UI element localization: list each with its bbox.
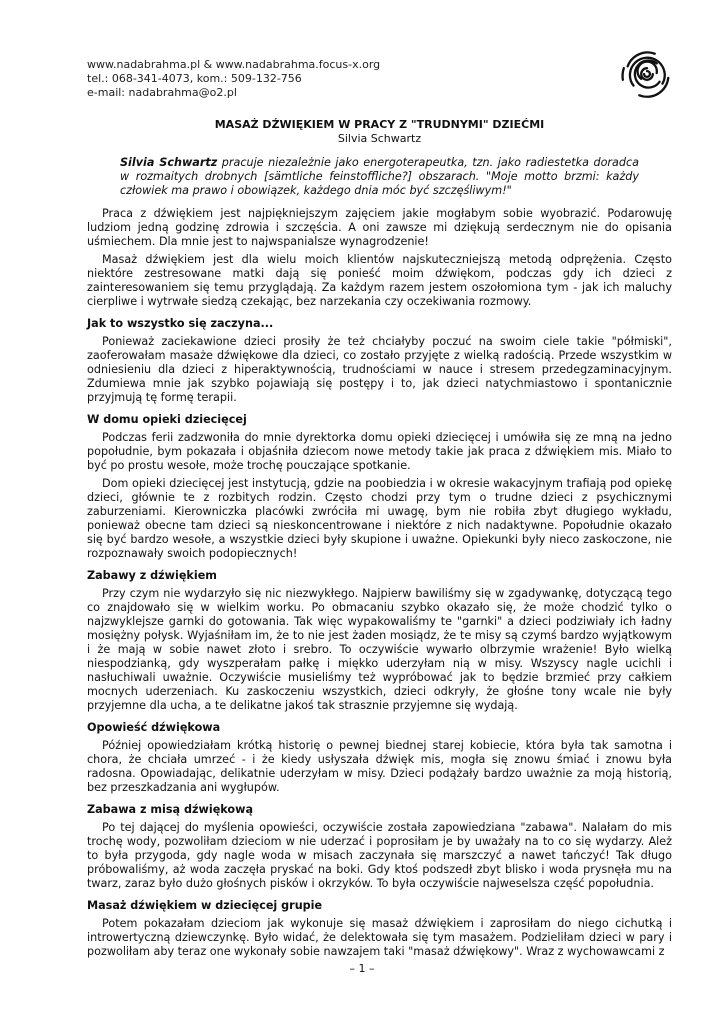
website-line: www.nadabrahma.pl & www.nadabrahma.focus-x.org	[87, 58, 381, 71]
page-number: – 1 –	[349, 962, 375, 975]
paragraph: Potem pokazałam dzieciom jak wykonuje się masaż dźwiękiem i zaprosiłam do niego cichutką i introwertyczną dziewczynkę. Było widać, że delektowała się tym masażem. Podzieliłam dzieci w pary i pozwoliłam aby teraz one wykonały sobie nawzajem taki "masaż dźwiękowy". Wraz z wychowawcami z	[87, 917, 672, 958]
section-heading: Jak to wszystko się zaczyna...	[87, 317, 274, 330]
spiral-logo-icon	[618, 45, 676, 103]
section-heading: Zabawa z misą dźwiękową	[87, 803, 253, 816]
email-line: e-mail: nadabrahma@o2.pl	[87, 86, 237, 99]
paragraph: Przy czym nie wydarzyło się nic niezwykłego. Najpierw bawiliśmy się w zgadywankę, dotyczącą tego co znajdowało się w wielkim worku. Po obmacaniu szybko okazało się, że może chodzić tylko o najzwyklejsze garnki do gotowania. Tak więc wypakowaliśmy te "garnki" a dzieci podziwiały ich ładny mosiężny połysk. Wyjaśniłam im, że to nie jest żaden mosiądz, że te misy są czymś bardzo wyjątkowym i że mają w sobie nawet złoto i srebro. To oczywiście wywarło olbrzymie wrażenie! Było wielką niespodzianką, gdy wyszperałam pałkę i miękko uderzyłam nią w misy. Wszyscy nagle ucichli i nasłuchiwali uważnie. Oczywiście musieliśmy też wypróbować jak to będzie brzmieć przy całkiem mocnych uderzeniach. Ku zaskoczeniu wszystkich, dzieci odkryły, że głośne tony wcale nie były przyjemne dla ucha, a te delikatne jakoś tak strasznie przyjemne się wydają.	[87, 587, 672, 712]
paragraph: Podczas ferii zadzwoniła do mnie dyrektorka domu opieki dziecięcej i umówiła się ze mną na jedno popołudnie, bym pokazała i objaśniła dziecom nowe metody takie jak praca z dźwiękiem mis. Miało to być po prostu wesołe, może trochę pouczające spotkanie.	[87, 431, 672, 472]
paragraph: Dom opieki dziecięcej jest instytucją, gdzie na poobiedzia i w okresie wakacyjnym trafiają pod opiekę dzieci, głównie te z rozbitych rodzin. Często chodzi przy tym o trudne dzieci z psychicznymi zaburzeniami. Kierowniczka placówki zwróciła mi uwagę, bym nie robiła zbyt długiego wykładu, ponieważ obecne tam dzieci są nieskoncentrowane i niektóre z nich nadaktywne. Popołudnie okazało się być bardzo wesołe, a wszystkie dzieci były skupione i uważne. Opiekunki były nieco zaskoczone, nie rozpoznawały swoich podopiecznych!	[87, 477, 672, 560]
paragraph: Ponieważ zaciekawione dzieci prosiły że też chciałyby poczuć na swoim ciele takie "półmiski", zaoferowałam masaże dźwiękowe dla dzieci, co zostało przyjęte z wielką radością. Przede wszystkim w odniesieniu dla dzieci z hiperaktywnością, trudnościami w nauce i stresem przedegzaminacyjnym. Zdumiewa mnie jak szybko pojawiają się postępy i to, jak dzieci natychmiastowo i spontanicznie przyjmują tę formę terapii.	[87, 335, 672, 404]
phone-line: tel.: 068-341-4073, kom.: 509-132-756	[87, 72, 302, 85]
intro-author-name: Silvia Schwartz	[120, 156, 218, 169]
document-body	[87, 118, 672, 963]
author-intro	[87, 156, 672, 198]
contact-header	[87, 58, 380, 100]
paragraph: Praca z dźwiękiem jest najpiękniejszym zajęciem jakie mogłabym sobie wyobrazić. Podarowuję ludziom jedną godzinę zdrowia i szczęścia. A oni zawsze mi dziękują serdecznym nie do opisania uśmiechem. Dla mnie jest to najwspanialsze wynagrodzenie!	[87, 207, 672, 248]
document-author: Silvia Schwartz	[337, 132, 422, 145]
intro-text: pracuje niezależnie jako energoterapeutka, tzn. jako radiestetka doradca w rozmaitych drobnych [sämtliche feinstoffliche?] obszarach. "Moje motto brzmi: każdy człowiek ma prawo i obowiązek, każdego dnia móc być szczęśliwym!"	[120, 156, 639, 197]
document-title: MASAŻ DŹWIĘKIEM W PRACY Z "TRUDNYMI" DZIEĆMI	[214, 118, 545, 131]
paragraph: Po tej dającej do myślenia opowieści, oczywiście została zapowiedziana "zabawa". Nalałam do mis trochę wody, pozwoliłam dzieciom w nie uderzać i poprosiłam je by uważały na to co się wydarzy. Ależ to była przygoda, gdy nagle woda w misach zaczynała się marszczyć a nawet tańczyć! Tak długo próbowaliśmy, aż woda zaczęła pryskać na boki. Gdy ktoś podszedł zbyt blisko i woda prysnęła mu na twarz, zaraz było dużo głośnych pisków i okrzyków. To była oczywiście najweselsza część popołudnia.	[87, 821, 672, 890]
section-heading: Opowieść dźwiękowa	[87, 721, 221, 734]
paragraph: Masaż dźwiękiem jest dla wielu moich klientów najskuteczniejszą metodą odprężenia. Często niektóre zestresowane matki dają się ponieść moim dźwiękom, podczas gdy ich dzieci z zainteresowaniem się temu przyglądają. Za każdym razem jestem oszołomiona tym - jak ich maluchy cierpliwe i wytrwałe siedzą czekając, bez narzekania czy oczekiwania rozmowy.	[87, 253, 672, 308]
paragraph: Później opowiedziałam krótką historię o pewnej biednej starej kobiecie, która była tak samotna i chora, że chciała umrzeć - i że kiedy usłyszała dźwięk mis, mogła się znowu śmiać i znowu była radosna. Opowiadając, delikatnie uderzyłam w misy. Dzieci podążały bardzo uważnie za moją historią, bez przeszkadzania ani wygłupów.	[87, 739, 672, 794]
section-heading: W domu opieki dziecięcej	[87, 413, 247, 426]
section-heading: Zabawy z dźwiękiem	[87, 569, 217, 582]
section-heading: Masaż dźwiękiem w dziecięcej grupie	[87, 899, 323, 912]
